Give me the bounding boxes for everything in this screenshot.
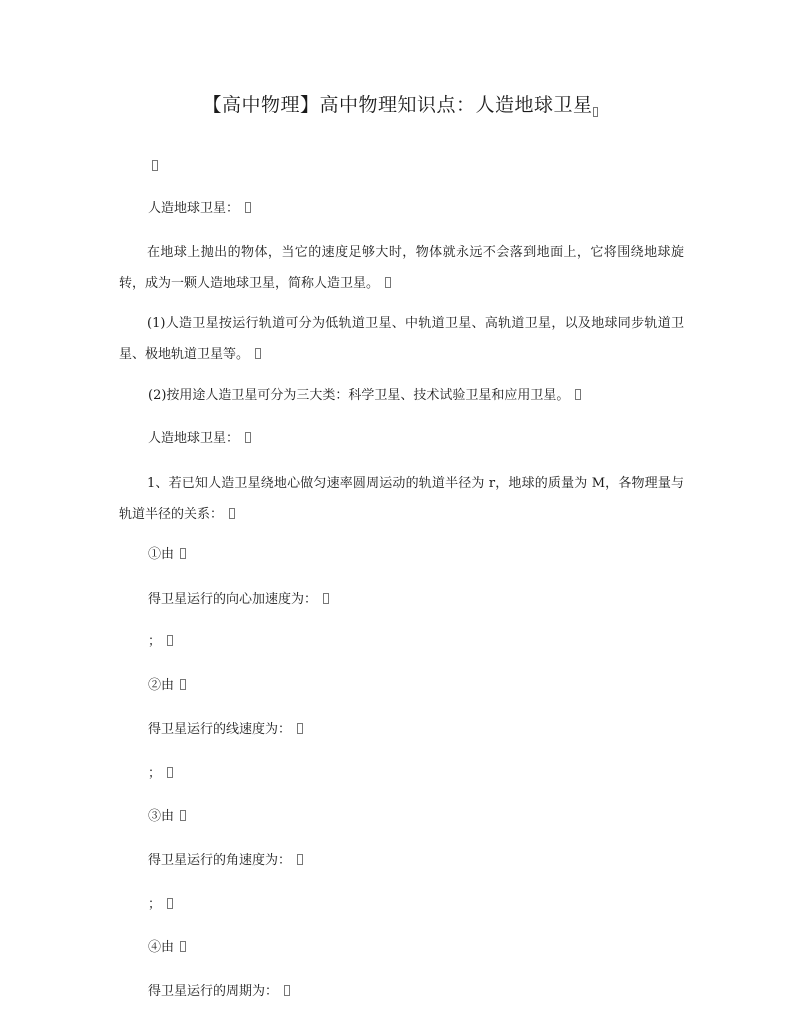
formula-label: ②由 bbox=[148, 677, 186, 695]
formula-text: 得卫星运行的角速度为： bbox=[148, 852, 303, 870]
placeholder-glyph-icon bbox=[180, 810, 186, 821]
section-heading: 人造地球卫星： bbox=[148, 430, 251, 448]
formula-separator: ； bbox=[148, 765, 173, 783]
paragraph-definition: 在地球上抛出的物体，当它的速度足够大时，物体就永远不会落到地面上，它将围绕地球旋转，成为一颗人造地球卫星，简称人造卫星。 bbox=[119, 245, 684, 291]
empty-line bbox=[146, 158, 158, 176]
placeholder-glyph-icon bbox=[229, 508, 235, 519]
placeholder-glyph-icon bbox=[297, 723, 303, 734]
placeholder-glyph-icon bbox=[167, 767, 173, 778]
section-heading: 人造地球卫星： bbox=[148, 200, 251, 218]
formula-separator: ； bbox=[148, 896, 173, 914]
document-title bbox=[0, 90, 800, 117]
formula-label: ①由 bbox=[148, 546, 186, 564]
paragraph-relations: 1、若已知人造卫星绕地心做匀速率圆周运动的轨道半径为 r，地球的质量为 M，各物理量与轨道半径的关系： bbox=[119, 476, 684, 522]
placeholder-glyph-icon bbox=[255, 348, 261, 359]
placeholder-glyph-icon bbox=[167, 635, 173, 646]
paragraph-usage-types: (2)按用途人造卫星可分为三大类：科学卫星、技术试验卫星和应用卫星。 bbox=[148, 387, 581, 405]
placeholder-glyph-icon bbox=[593, 107, 598, 117]
placeholder-glyph-icon bbox=[180, 941, 186, 952]
placeholder-glyph-icon bbox=[385, 277, 391, 288]
placeholder-glyph-icon bbox=[180, 679, 186, 690]
formula-text: 得卫星运行的周期为： bbox=[148, 983, 290, 1001]
placeholder-glyph-icon bbox=[323, 593, 329, 604]
placeholder-glyph-icon bbox=[245, 202, 251, 213]
paragraph-orbit-types: (1)人造卫星按运行轨道可分为低轨道卫星、中轨道卫星、高轨道卫星，以及地球同步轨道卫星、极地轨道卫星等。 bbox=[119, 316, 684, 362]
formula-label: ③由 bbox=[148, 808, 186, 826]
title-text: 【高中物理】高中物理知识点：人造地球卫星 bbox=[202, 94, 593, 116]
placeholder-glyph-icon bbox=[297, 854, 303, 865]
formula-label: ④由 bbox=[148, 939, 186, 957]
formula-separator: ； bbox=[148, 633, 173, 651]
placeholder-glyph-icon bbox=[575, 389, 581, 400]
formula-text: 得卫星运行的线速度为： bbox=[148, 721, 303, 739]
placeholder-glyph-icon bbox=[245, 432, 251, 443]
placeholder-glyph-icon bbox=[180, 548, 186, 559]
placeholder-glyph-icon bbox=[284, 985, 290, 996]
placeholder-glyph-icon bbox=[152, 160, 158, 171]
placeholder-glyph-icon bbox=[167, 898, 173, 909]
formula-text: 得卫星运行的向心加速度为： bbox=[148, 591, 329, 609]
